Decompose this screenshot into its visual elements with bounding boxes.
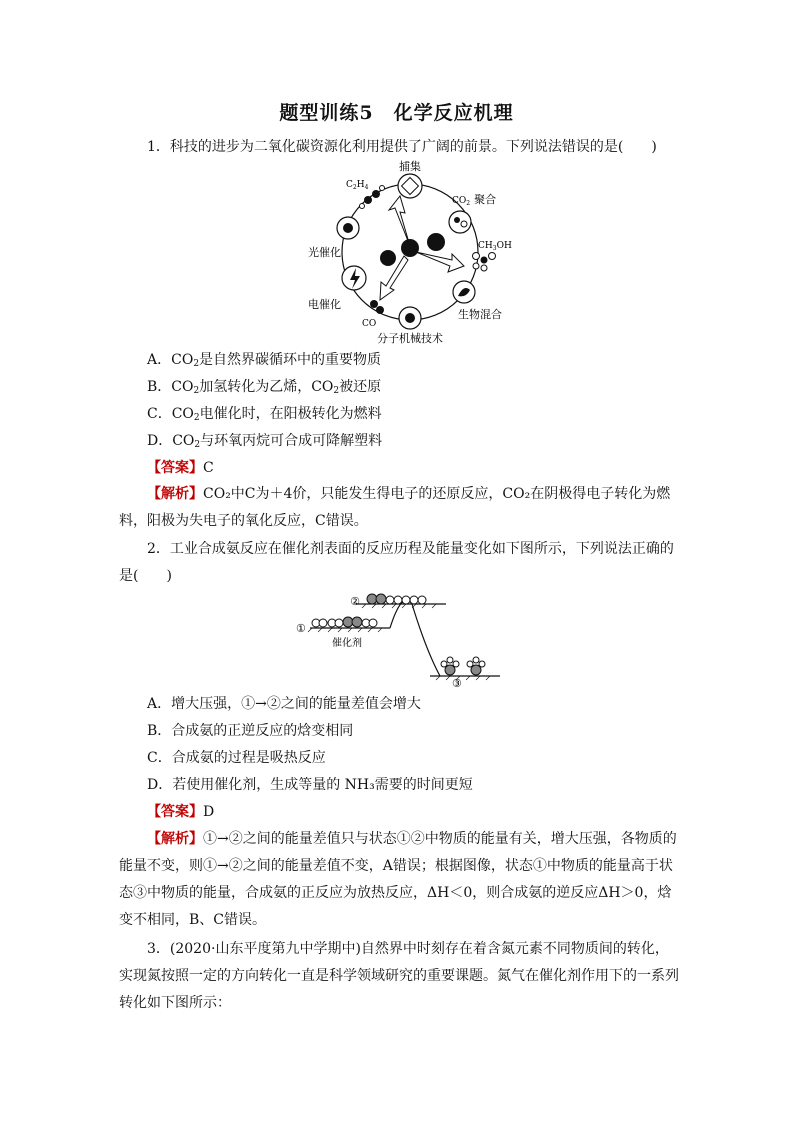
q1-answer: 【答案】C <box>147 460 214 476</box>
label-state-2: ② <box>350 595 360 608</box>
q1-analysis: 【解析】CO₂中C为＋4价，只能发生得电子的还原反应，CO₂在阴极得电子转化为燃料，阳极为失电子的氧化反应，C错误。 <box>119 486 671 529</box>
label-electrocatalysis: 电催化 <box>308 298 341 311</box>
label-capture: 捕集 <box>399 160 421 173</box>
q1-option-a: A．$CO_2$是自然界碳循环中的重要物质 <box>147 352 382 369</box>
q2-stem: 2．工业合成氨反应在催化剂表面的反应历程及能量变化如下图所示，下列说法正确的是( ) <box>119 541 674 584</box>
label-catalyst: 催化剂 <box>332 638 362 649</box>
q1-stem: 1．科技的进步为二氧化碳资源化利用提供了广阔的前景。下列说法错误的是( ) <box>147 139 657 155</box>
ethylene-c1 <box>364 196 372 204</box>
label-c2h4: $C_2H_4$ <box>346 180 369 191</box>
label-state-1: ① <box>296 622 306 635</box>
state-1-molecules <box>312 617 377 627</box>
page-title: 题型训练5 化学反应机理 <box>279 102 514 124</box>
arrow-right <box>416 252 464 272</box>
label-bio: 生物混合 <box>458 308 502 321</box>
q2-option-c: C．合成氨的过程是吸热反应 <box>147 750 326 766</box>
q1-option-c: C．$CO_2$电催化时，在阳极转化为燃料 <box>147 406 382 423</box>
ethylene-c2 <box>372 190 380 198</box>
central-o-atom-1 <box>427 233 445 251</box>
label-ch3oh: $CH_3OH$ <box>478 241 512 252</box>
label-state-3: ③ <box>452 677 462 690</box>
central-c-atom <box>401 239 419 257</box>
q3-stem: 3．(2020·山东平度第九中学期中)自然界中时刻存在着含氮元素不同物质间的转化，实现氮按照一定的方向转化一直是科学领域研究的重要课题。氮气在催化剂作用下的一系列转化如下图所示： <box>119 941 679 1011</box>
state-2-molecules <box>367 594 426 604</box>
q1-option-d: D．$CO_2$与环氧丙烷可合成可降解塑料 <box>147 433 383 450</box>
q1-figure <box>300 160 540 346</box>
arrow-up <box>389 196 410 246</box>
label-co: CO <box>362 319 377 329</box>
polymer-icon <box>449 211 471 233</box>
q2-option-d: D．若使用催化剂，生成等量的 NH₃需要的时间更短 <box>147 777 473 793</box>
q2-analysis: 【解析】①→②之间的能量差值只与状态①②中物质的能量有关，增大压强，各物质的能量不变，则①→②之间的能量差值不变，A错误；根据图像，状态①中物质的能量高于状态③中物质的能量，合成氨的正反应为放热反应，ΔH＜0，则合成氨的逆反应ΔH＞0，焓变不相同，B、C错误。 <box>119 831 677 928</box>
label-molecular: 分子机械技术 <box>377 332 443 345</box>
q2-answer: 【答案】D <box>147 804 215 820</box>
label-co2-poly: $CO_2$ 聚合 <box>452 193 497 207</box>
q2-option-a: A．增大压强，①→②之间的能量差值会增大 <box>147 696 421 712</box>
q1-option-b: B．$CO_2$加氢转化为乙烯，$CO_2$被还原 <box>147 379 382 396</box>
state-3-molecules <box>441 657 485 675</box>
q2-figure <box>290 590 500 690</box>
label-photocatalysis: 光催化 <box>308 246 341 259</box>
q2-option-b: B．合成氨的正逆反应的焓变相同 <box>147 723 354 739</box>
central-o-atom-2 <box>380 250 396 266</box>
